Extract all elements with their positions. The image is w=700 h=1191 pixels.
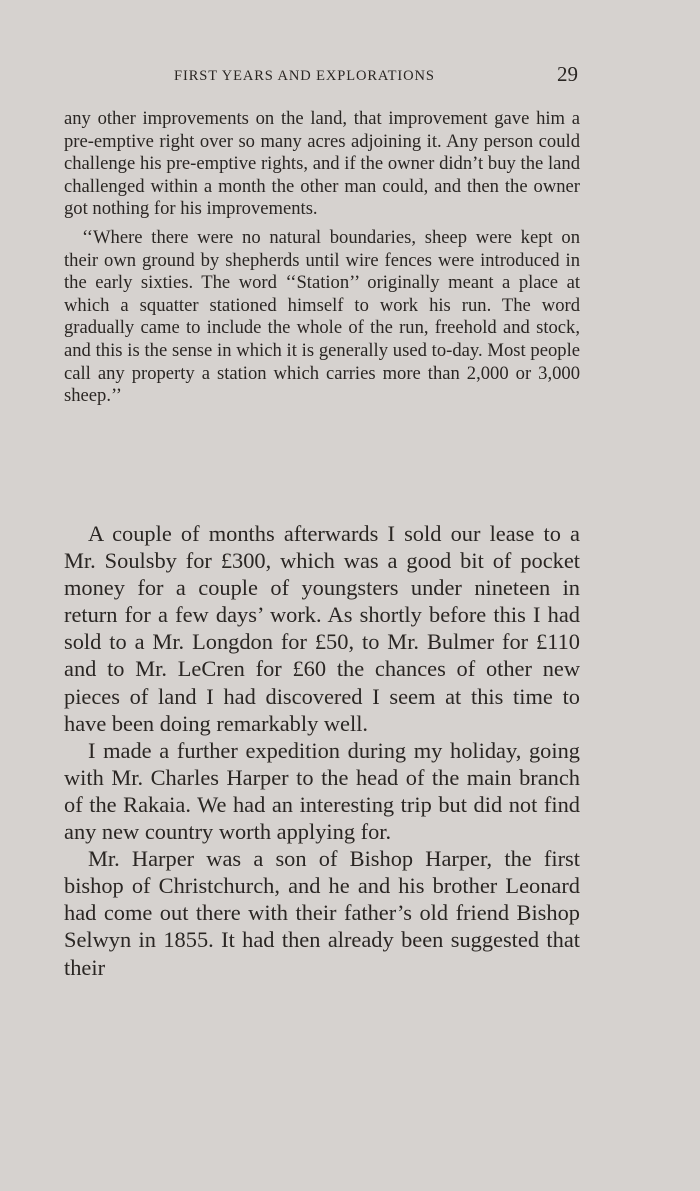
running-title: FIRST YEARS AND EXPLORATIONS bbox=[174, 68, 435, 84]
quote-paragraph-2: ‘‘Where there were no natural boundaries, sheep were kept on their own ground by shepherds until wire fences were introduced in the early sixties. The word ‘‘Station’’ originally meant a place at which a squatter stationed himself to work his run. The word gradually came to include the whole of the run, freehold and stock, and this is the sense in which it is generally used to-day. Most people call any property a station which carries more than 2,000 or 3,000 sheep.’’ bbox=[64, 226, 580, 407]
body-paragraph-1: A couple of months afterwards I sold our lease to a Mr. Soulsby for £300, which was a good bit of pocket money for a couple of youngsters under nineteen in return for a few days’ work. As shortly before this I had sold to a Mr. Longdon for £50, to Mr. Bulmer for £110 and to Mr. LeCren for £60 the chances of other new pieces of land I had discovered I seem at this time to have been doing remarkably well. bbox=[64, 521, 580, 736]
quote-paragraph-1: any other improvements on the land, that improvement gave him a pre-emptive right over so many acres adjoining it. Any person could challenge his pre-emptive rights, and if the owner didn’t buy the land challenged within a month the other man could, and then the owner got nothing for his improvements. bbox=[64, 108, 580, 220]
body-paragraph-2: I made a further expedition during my holiday, going with Mr. Charles Harper to the head of the main branch of the Rakaia. We had an interesting trip but did not find any new country worth applying for. bbox=[64, 737, 580, 845]
page-number: 29 bbox=[557, 62, 578, 86]
body-paragraph-3: Mr. Harper was a son of Bishop Harper, the first bishop of Christchurch, and he and his brother Leonard had come out there with their father’s old friend Bishop Selwyn in 1855. It had then already been suggested that their bbox=[64, 846, 580, 980]
running-header bbox=[64, 62, 584, 92]
body-text bbox=[64, 520, 580, 981]
quoted-passage bbox=[64, 108, 580, 408]
